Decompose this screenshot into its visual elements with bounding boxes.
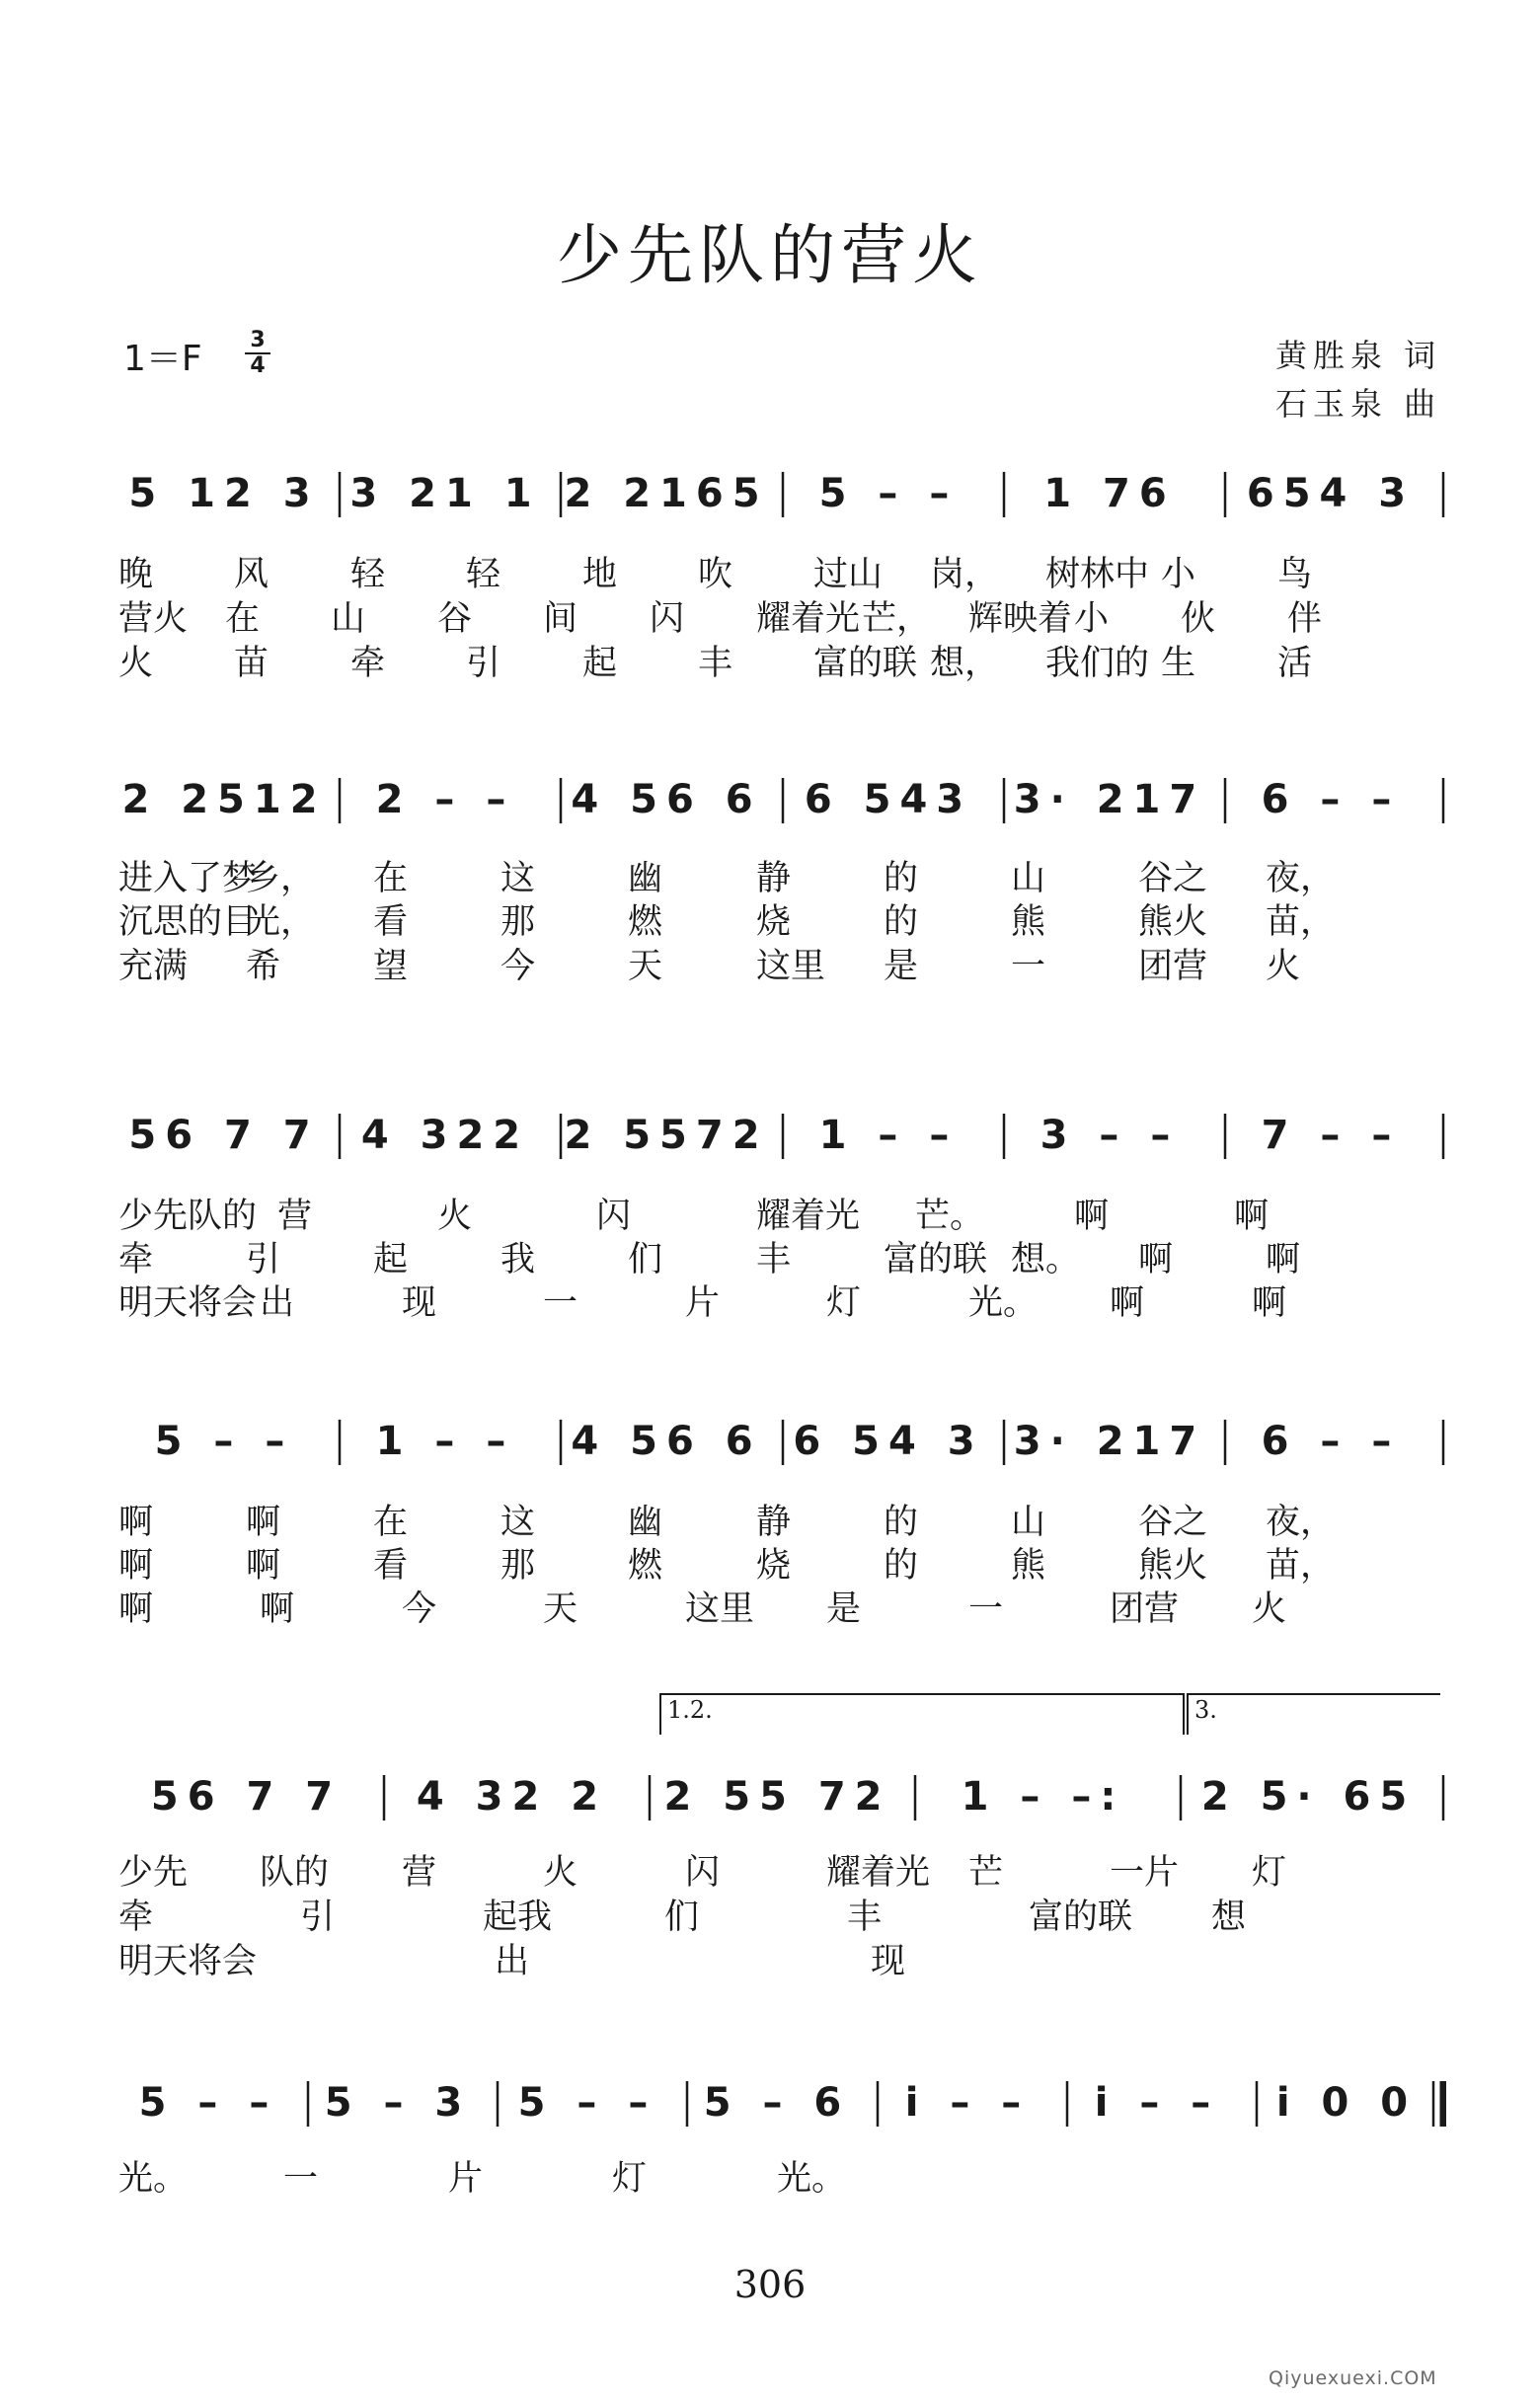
measure: 6 – – (1261, 777, 1401, 822)
lyric-word: 光。 (777, 2159, 847, 2199)
lyric-word: 芒。 (915, 1197, 985, 1236)
time-numerator: 3 (245, 329, 270, 354)
lyric-word: 起 (373, 1240, 409, 1279)
lyric-line (118, 1238, 1446, 1281)
lyric-word: 伙 (1181, 599, 1216, 639)
lyric-word: 火 (1252, 1589, 1287, 1629)
lyric-word: 现 (871, 1942, 906, 1981)
lyric-word: 灯 (826, 1283, 862, 1323)
measure: i – – (904, 2080, 1031, 2126)
measure: 2 5· 65 (1200, 1774, 1417, 1820)
lyric-word: 岗， (930, 555, 1000, 594)
lyric-word: 的 (884, 1546, 919, 1586)
lyric-word: 我 (500, 1240, 536, 1279)
lyric-word: 那 (500, 902, 536, 942)
lyric-word: 烧 (756, 1546, 792, 1586)
lyric-word: 辉映着 (968, 599, 1073, 639)
lyric-word: 小 (1074, 599, 1110, 639)
composer-credit: 石玉泉 曲 (1275, 385, 1442, 423)
lyric-word: 希 (246, 947, 281, 986)
lyric-word: 起 (582, 644, 618, 683)
lyric-word: 耀着光 (756, 599, 861, 639)
measure: 2 55 72 (663, 1774, 891, 1820)
lyric-line (118, 900, 1446, 944)
lyric-word: 今 (402, 1589, 437, 1629)
lyric-word: 熊 (1011, 902, 1046, 942)
lyric-word: 片 (448, 2159, 484, 2199)
lyric-word: 一 (283, 2159, 319, 2199)
lyric-word: 火 (1266, 947, 1301, 986)
measure: 5 – – (138, 2080, 278, 2126)
measure: 3· 217 (1013, 777, 1206, 822)
lyric-word: 树林中 (1045, 555, 1150, 594)
time-denominator: 4 (250, 353, 266, 378)
lyric-word: 静 (756, 1503, 792, 1542)
lyric-word: 苗， (1266, 1546, 1336, 1586)
lyric-word: 灯 (1252, 1853, 1287, 1893)
lyric-word: 啊 (1110, 1283, 1145, 1323)
lyric-word: 夜， (1266, 859, 1336, 898)
lyric-word: 小 (1161, 555, 1196, 594)
lyric-word: 是 (826, 1589, 862, 1629)
lyric-word: 我们的 (1045, 644, 1150, 683)
lyric-word: 少先队的 (118, 1197, 258, 1236)
lyric-line (118, 2157, 1446, 2201)
time-signature (245, 329, 270, 378)
measure: 3· 217 (1013, 1419, 1206, 1464)
lyric-word: 间 (543, 599, 578, 639)
lyric-word: 过山 (813, 555, 884, 594)
lyric-word: 天 (543, 1589, 578, 1629)
lyric-word: 鸟 (1277, 555, 1313, 594)
lyric-word: 啊 (1234, 1197, 1270, 1236)
lyric-word: 山 (1011, 859, 1046, 898)
lyric-word: 幽 (628, 859, 663, 898)
measure: 1 76 (1043, 471, 1176, 516)
lyric-line (118, 945, 1446, 988)
lyric-word: 火 (437, 1197, 473, 1236)
lyric-word: 想 (1211, 1898, 1247, 1937)
lyric-word: 啊 (118, 1589, 154, 1629)
lyric-word: 一片 (1110, 1853, 1180, 1893)
lyric-word: 火 (543, 1853, 578, 1893)
lyric-line (118, 1544, 1446, 1588)
measure: 6 54 3 (793, 1419, 984, 1464)
measure: 56 7 7 (150, 1774, 343, 1820)
lyric-word: 啊 (260, 1589, 295, 1629)
measure: 654 3 (1246, 471, 1416, 516)
lyric-word: 出 (495, 1942, 530, 1981)
measure: 56 7 7 (128, 1113, 320, 1158)
measure: 5 – 6 (703, 2080, 851, 2126)
lyric-line (118, 1940, 1446, 1983)
lyric-word: 山 (1011, 1503, 1046, 1542)
lyric-word: 团营 (1110, 1589, 1180, 1629)
lyric-word: 在 (373, 859, 409, 898)
lyric-word: 明天将会 (118, 1283, 258, 1323)
measure: i – – (1094, 2080, 1220, 2126)
lyric-word: 天 (628, 947, 663, 986)
lyric-word: 富的联 (884, 1240, 988, 1279)
lyric-word: 闪 (596, 1197, 632, 1236)
lyric-word: 轻 (350, 555, 386, 594)
lyric-word: 想。 (1011, 1240, 1081, 1279)
lyric-word: 静 (756, 859, 792, 898)
lyric-line (118, 553, 1446, 596)
lyric-word: 这 (500, 859, 536, 898)
lyric-word: 营 (402, 1853, 437, 1893)
lyric-word: 的 (884, 859, 919, 898)
lyric-word: 啊 (1074, 1197, 1110, 1236)
lyric-word: 耀着光 (826, 1853, 931, 1893)
lyric-word: 的 (884, 902, 919, 942)
lyric-line (118, 1195, 1446, 1238)
lyric-line (118, 857, 1446, 900)
lyric-word: 烧 (756, 902, 792, 942)
watermark: Qiyuexuexi.COM (1269, 2367, 1437, 2389)
lyric-word: 明天将会 (118, 1942, 258, 1981)
lyric-word: 啊 (1252, 1283, 1287, 1323)
lyric-word: 灯 (612, 2159, 648, 2199)
lyric-word: 进入了梦 (118, 859, 258, 898)
lyric-word: 燃 (628, 902, 663, 942)
lyric-word: 闪 (685, 1853, 721, 1893)
lyric-line (118, 597, 1446, 641)
lyric-word: 望 (373, 947, 409, 986)
lyric-word: 伴 (1287, 599, 1323, 639)
measure: 1 – –: (961, 1774, 1125, 1820)
lyric-word: 一 (543, 1283, 578, 1323)
lyric-word: 啊 (246, 1503, 281, 1542)
lyric-word: 引 (300, 1898, 336, 1937)
lyric-word: 燃 (628, 1546, 663, 1586)
lyric-word: 地 (582, 555, 618, 594)
song-title: 少先队的营火 (557, 217, 983, 293)
measure: 6 543 (804, 777, 973, 822)
measure: 5 – – (818, 471, 959, 516)
lyric-word: 幽 (628, 1503, 663, 1542)
lyric-word: 是 (884, 947, 919, 986)
measure: 7 – – (1261, 1113, 1401, 1158)
lyricist-credit: 黄胜泉 词 (1275, 337, 1442, 374)
lyric-word: 们 (628, 1240, 663, 1279)
lyric-word: 营 (277, 1197, 313, 1236)
measure: 1 – – (818, 1113, 959, 1158)
lyric-word: 光。 (118, 2159, 189, 2199)
lyric-word: 活 (1277, 644, 1313, 683)
lyric-word: 谷之 (1138, 1503, 1208, 1542)
lyric-word: 一 (1011, 947, 1046, 986)
measure: 4 56 6 (571, 1419, 762, 1464)
lyric-word: 想， (930, 644, 1000, 683)
lyric-word: 这 (500, 1503, 536, 1542)
lyric-word: 富的联 (1029, 1898, 1133, 1937)
lyric-word: 丰 (756, 1240, 792, 1279)
lyric-word: 啊 (118, 1503, 154, 1542)
lyric-word: 富的联 (813, 644, 918, 683)
lyric-word: 熊 (1011, 1546, 1046, 1586)
lyric-word: 充满 (118, 947, 189, 986)
measure: 2 5572 (564, 1113, 769, 1158)
lyric-word: 营火 (118, 599, 189, 639)
lyric-word: 沉思的目 (118, 902, 258, 942)
lyric-word: 谷 (437, 599, 473, 639)
lyric-word: 乡， (246, 859, 316, 898)
lyric-line (118, 1281, 1446, 1325)
lyric-word: 山 (331, 599, 366, 639)
measure: 5 – – (517, 2080, 657, 2126)
lyric-word: 光。 (968, 1283, 1039, 1323)
lyric-line (118, 1501, 1446, 1544)
lyric-word: 今 (500, 947, 536, 986)
lyric-word: 牵 (118, 1898, 154, 1937)
lyric-word: 啊 (1138, 1240, 1174, 1279)
page-number: 306 (733, 2263, 807, 2306)
lyric-word: 一 (968, 1589, 1004, 1629)
measure: 6 – – (1261, 1419, 1401, 1464)
lyric-word: 少先 (118, 1853, 189, 1893)
lyric-word: 谷之 (1138, 859, 1208, 898)
lyric-word: 火 (118, 644, 154, 683)
lyric-word: 啊 (118, 1546, 154, 1586)
lyric-word: 这里 (756, 947, 826, 986)
lyric-word: 片 (685, 1283, 721, 1323)
lyric-word: 熊火 (1138, 1546, 1208, 1586)
lyric-word: 看 (373, 902, 409, 942)
lyric-word: 芒 (968, 1853, 1004, 1893)
measure: 3 21 1 (349, 471, 541, 516)
volta-3: 3. (1187, 1693, 1440, 1735)
lyric-word: 苗 (234, 644, 270, 683)
measure: 5 12 3 (128, 471, 320, 516)
key-signature: 1＝F (123, 339, 202, 379)
lyric-word: 起我 (483, 1898, 553, 1937)
measure: 4 32 2 (416, 1774, 608, 1820)
lyric-word: 耀着光 (756, 1197, 861, 1236)
lyric-word: 熊火 (1138, 902, 1208, 942)
measure: 4 56 6 (571, 777, 762, 822)
lyric-word: 晚 (118, 555, 154, 594)
measure: 2 – – (375, 777, 515, 822)
lyric-line (118, 642, 1446, 685)
lyric-word: 牵 (118, 1240, 154, 1279)
measure: 3 – – (1040, 1113, 1180, 1158)
lyric-word: 在 (225, 599, 261, 639)
lyric-word: 现 (402, 1283, 437, 1323)
lyric-word: 引 (246, 1240, 281, 1279)
lyric-word: 在 (373, 1503, 409, 1542)
measure: 5 – 3 (324, 2080, 472, 2126)
lyric-word: 芒， (862, 599, 932, 639)
measure: 4 322 (360, 1113, 530, 1158)
volta-1-2: 1.2. (659, 1693, 1185, 1735)
lyric-word: 的 (884, 1503, 919, 1542)
measure: 2 2512 (121, 777, 327, 822)
lyric-word: 夜， (1266, 1503, 1336, 1542)
lyric-word: 苗， (1266, 902, 1336, 942)
lyric-line (118, 1851, 1446, 1895)
lyric-word: 那 (500, 1546, 536, 1586)
lyric-word: 生 (1161, 644, 1196, 683)
lyric-word: 丰 (698, 644, 733, 683)
lyric-word: 啊 (1266, 1240, 1301, 1279)
lyric-word: 啊 (246, 1546, 281, 1586)
staff-row (118, 464, 1446, 523)
lyric-word: 牵 (350, 644, 386, 683)
lyric-word: 队的 (260, 1853, 330, 1893)
lyric-word: 出 (260, 1283, 295, 1323)
lyric-word: 这里 (685, 1589, 755, 1629)
lyric-word: 光， (246, 902, 316, 942)
measure: 5 – – (154, 1419, 294, 1464)
lyric-line (118, 1588, 1446, 1631)
lyric-word: 引 (466, 644, 501, 683)
lyric-word: 团营 (1138, 947, 1208, 986)
lyric-word: 丰 (847, 1898, 883, 1937)
staff-row (118, 770, 1446, 829)
lyric-word: 风 (234, 555, 270, 594)
measure: 2 2165 (564, 471, 769, 516)
lyric-word: 们 (664, 1898, 700, 1937)
staff-row (118, 2073, 1446, 2132)
lyric-word: 吹 (698, 555, 733, 594)
measure: 1 – – (375, 1419, 515, 1464)
measure: i 0 0 (1275, 2080, 1418, 2126)
lyric-word: 闪 (650, 599, 685, 639)
staff-row (118, 1412, 1446, 1471)
staff-row (118, 1767, 1446, 1826)
lyric-word: 轻 (466, 555, 501, 594)
lyric-line (118, 1896, 1446, 1939)
lyric-word: 看 (373, 1546, 409, 1586)
staff-row (118, 1106, 1446, 1165)
